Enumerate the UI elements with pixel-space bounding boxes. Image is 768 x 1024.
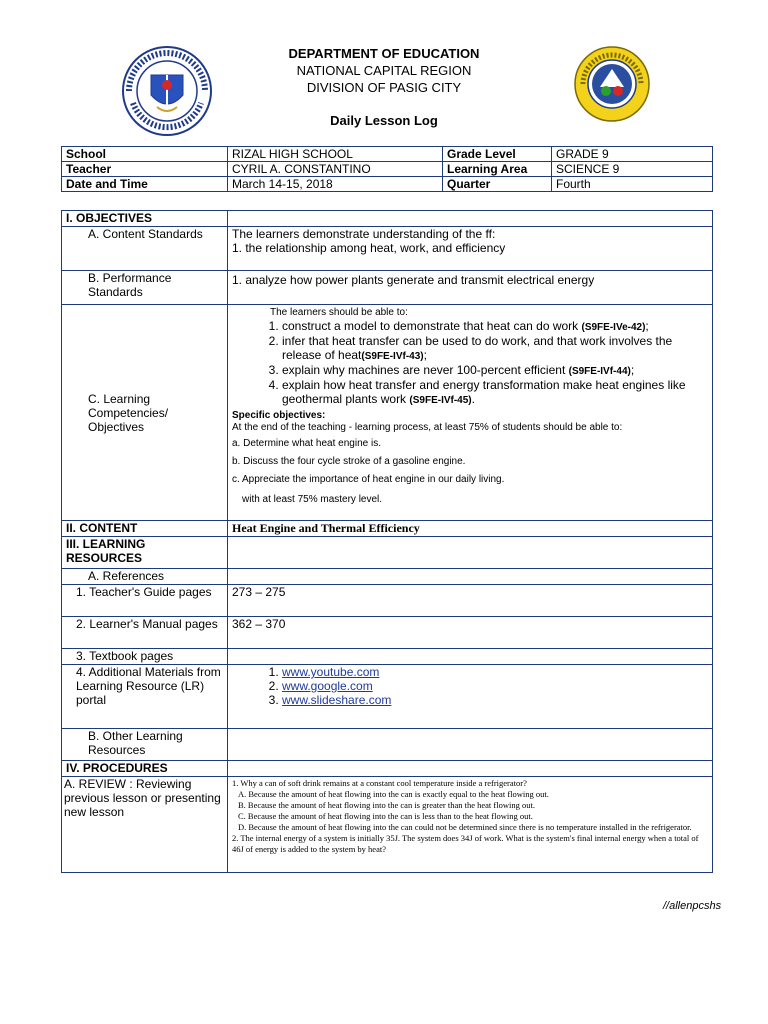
table-row [62, 729, 713, 761]
school-label: School [62, 147, 228, 162]
other-resources-label: B. Other Learning Resources [62, 729, 228, 761]
table-row [62, 211, 713, 227]
table-row [62, 271, 713, 305]
table-row [62, 227, 713, 271]
empty-cell [228, 649, 713, 665]
table-row [62, 537, 713, 569]
list-item: 4. explain how heat transfer and energy transformation make heat engines like geothermal plants work (S9FE-IVf-45). [282, 378, 708, 407]
school-value: RIZAL HIGH SCHOOL [228, 147, 443, 162]
specific-objective-c: c. Appreciate the importance of heat engine in our daily living. [232, 474, 505, 485]
date-value: March 14-15, 2018 [228, 177, 443, 192]
table-row [62, 649, 713, 665]
division-title: DIVISION OF PASIG CITY [306, 80, 462, 95]
doc-title: Daily Lesson Log [330, 113, 438, 128]
list-item [282, 679, 708, 693]
question-1-option-b: B. Because the amount of heat flowing into the can is greater than the heat flowing out. [238, 800, 535, 810]
content-standards-line1: The learners demonstrate understanding of the ff: [232, 227, 496, 241]
empty-cell [228, 569, 713, 585]
empty-cell [228, 729, 713, 761]
table-row [62, 665, 713, 729]
resources-heading: III. LEARNING RESOURCES [62, 537, 228, 569]
table-row [62, 569, 713, 585]
region-title: NATIONAL CAPITAL REGION [296, 63, 472, 78]
links-list [232, 665, 708, 707]
table-row [62, 177, 713, 192]
table-row [62, 777, 713, 873]
content-standards-line2: 1. the relationship among heat, work, and efficiency [232, 241, 506, 255]
specific-objective-b: b. Discuss the four cycle stroke of a gasoline engine. [232, 456, 466, 467]
content-standards-label: A. Content Standards [62, 227, 228, 271]
references-label: A. References [62, 569, 228, 585]
specific-objectives-heading: Specific objectives: [232, 410, 326, 421]
grade-label: Grade Level [443, 147, 552, 162]
competencies-list [232, 319, 708, 407]
department-title: DEPARTMENT OF EDUCATION [288, 46, 480, 61]
date-label: Date and Time [62, 177, 228, 192]
list-item: 2. infer that heat transfer can be used to do work, and that work involves the release of heat(S9FE-IVf-43); [282, 334, 708, 363]
mastery-level: with at least 75% mastery level. [242, 494, 383, 505]
list-item: 1. construct a model to demonstrate that heat can do work (S9FE-IVe-42); [282, 319, 708, 334]
learners-manual-value: 362 – 370 [228, 617, 713, 649]
list-item: 3. explain why machines are never 100-percent efficient (S9FE-IVf-44); [282, 363, 708, 378]
specific-objectives-intro: At the end of the teaching - learning process, at least 75% of students should be able to: [232, 422, 623, 433]
table-row [62, 147, 713, 162]
grade-value: GRADE 9 [552, 147, 713, 162]
teacher-value: CYRIL A. CONSTANTINO [228, 162, 443, 177]
quarter-value: Fourth [552, 177, 713, 192]
textbook-label: 3. Textbook pages [62, 649, 228, 665]
table-row [62, 617, 713, 649]
review-label: A. REVIEW : Reviewing previous lesson or presenting new lesson [62, 777, 228, 873]
question-2: 2. The internal energy of a system is initially 35J. The system does 34J of work. What is the system's final internal energy when a total of 46J of energy is added to the system by heat? [232, 833, 699, 854]
signature: //allenpcshs [663, 900, 722, 912]
empty-cell [228, 537, 713, 569]
list-item [282, 665, 708, 679]
learners-manual-label: 2. Learner's Manual pages [62, 617, 228, 649]
specific-objective-a: a. Determine what heat engine is. [232, 438, 381, 449]
area-label: Learning Area [443, 162, 552, 177]
content-heading: II. CONTENT [62, 521, 228, 537]
table-row [62, 162, 713, 177]
table-row [62, 761, 713, 777]
quarter-label: Quarter [443, 177, 552, 192]
table-row [62, 305, 713, 521]
procedures-heading: IV. PROCEDURES [62, 761, 228, 777]
teachers-guide-value: 273 – 275 [228, 585, 713, 617]
competencies-intro: The learners should be able to: [270, 307, 408, 318]
empty-cell [228, 761, 713, 777]
question-1-option-c: C. Because the amount of heat flowing into the can is less than to the heat flowing out. [238, 811, 533, 821]
teachers-guide-label: 1. Teacher's Guide pages [62, 585, 228, 617]
question-1: 1. Why a can of soft drink remains at a constant cool temperature inside a refrigerator? [232, 778, 527, 788]
competencies-label: C. Learning Competencies/ Objectives [62, 305, 228, 521]
youtube-link[interactable]: www.youtube.com [282, 665, 380, 679]
question-1-option-d: D. Because the amount of heat flowing into the can could not be determined since there is no temperature installed in the refrigerator. [238, 822, 692, 832]
list-item [282, 693, 708, 707]
question-1-option-a: A. Because the amount of heat flowing into the can is exactly equal to the heat flowing out. [238, 789, 549, 799]
performance-standards-value: 1. analyze how power plants generate and transmit electrical energy [228, 271, 713, 305]
table-row [62, 585, 713, 617]
info-table [61, 146, 713, 192]
objectives-heading: I. OBJECTIVES [62, 211, 228, 227]
table-row [62, 521, 713, 537]
lesson-table [61, 210, 713, 873]
additional-materials-label: 4. Additional Materials from Learning Resource (LR) portal [62, 665, 228, 729]
google-link[interactable]: www.google.com [282, 679, 373, 693]
content-value: Heat Engine and Thermal Efficiency [228, 521, 713, 537]
teacher-label: Teacher [62, 162, 228, 177]
area-value: SCIENCE 9 [552, 162, 713, 177]
empty-cell [228, 211, 713, 227]
performance-standards-label: B. Performance Standards [62, 271, 228, 305]
slideshare-link[interactable]: www.slideshare.com [282, 693, 392, 707]
